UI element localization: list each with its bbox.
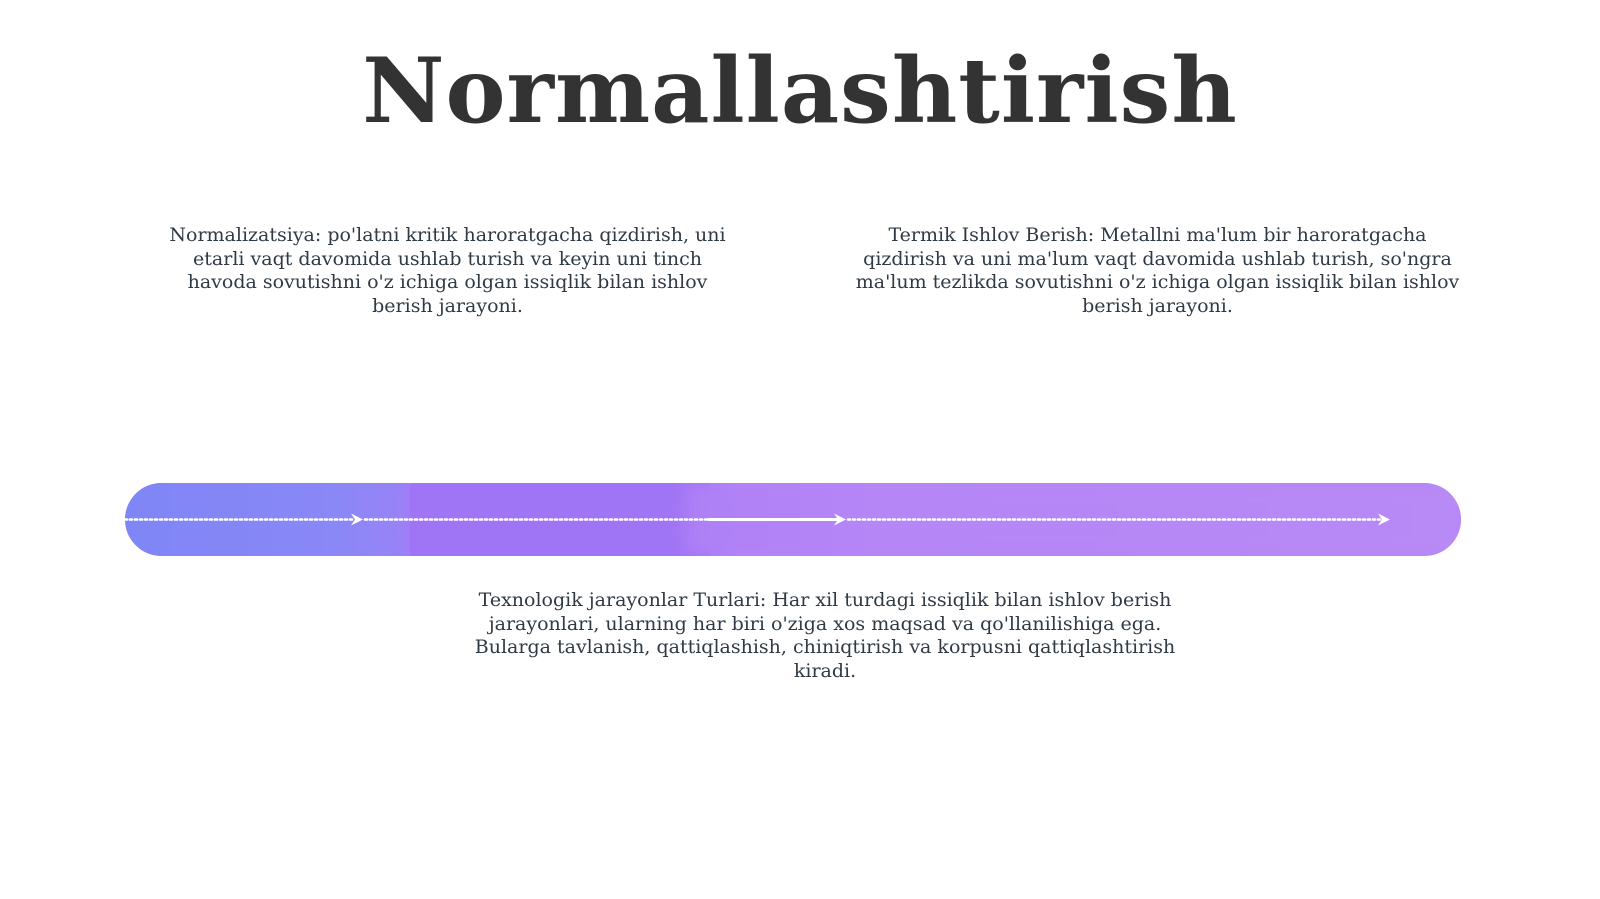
timeline-bar [125,483,1461,556]
timeline-track [125,483,1461,556]
termik-ishlov-description: Termik Ishlov Berish: Metallni ma'lum bir haroratgacha qizdirish va uni ma'lum vaqt davomida ushlab turish, so'ngra ma'lum tezlikda sovutishni o'z ichiga olgan issiqlik bilan ishlov berish jarayoni. [855,224,1460,317]
page-title: Normallashtirish [362,38,1238,144]
texnologik-jarayonlar-description: Texnologik jarayonlar Turlari: Har xil turdagi issiqlik bilan ishlov berish jarayonlari, ularning har biri o'ziga xos maqsad va qo'llanilishiga ega. Bularga tavlanish, qattiqlashish, chiniqtirish va korpusni qattiqlashtirish kiradi. [474,589,1176,682]
normalizatsiya-description: Normalizatsiya: po'latni kritik haroratgacha qizdirish, uni etarli vaqt davomida ushlab turish va keyin uni tinch havoda sovutishni o'z ichiga olgan issiqlik bilan ishlov berish jarayoni. [169,224,726,317]
